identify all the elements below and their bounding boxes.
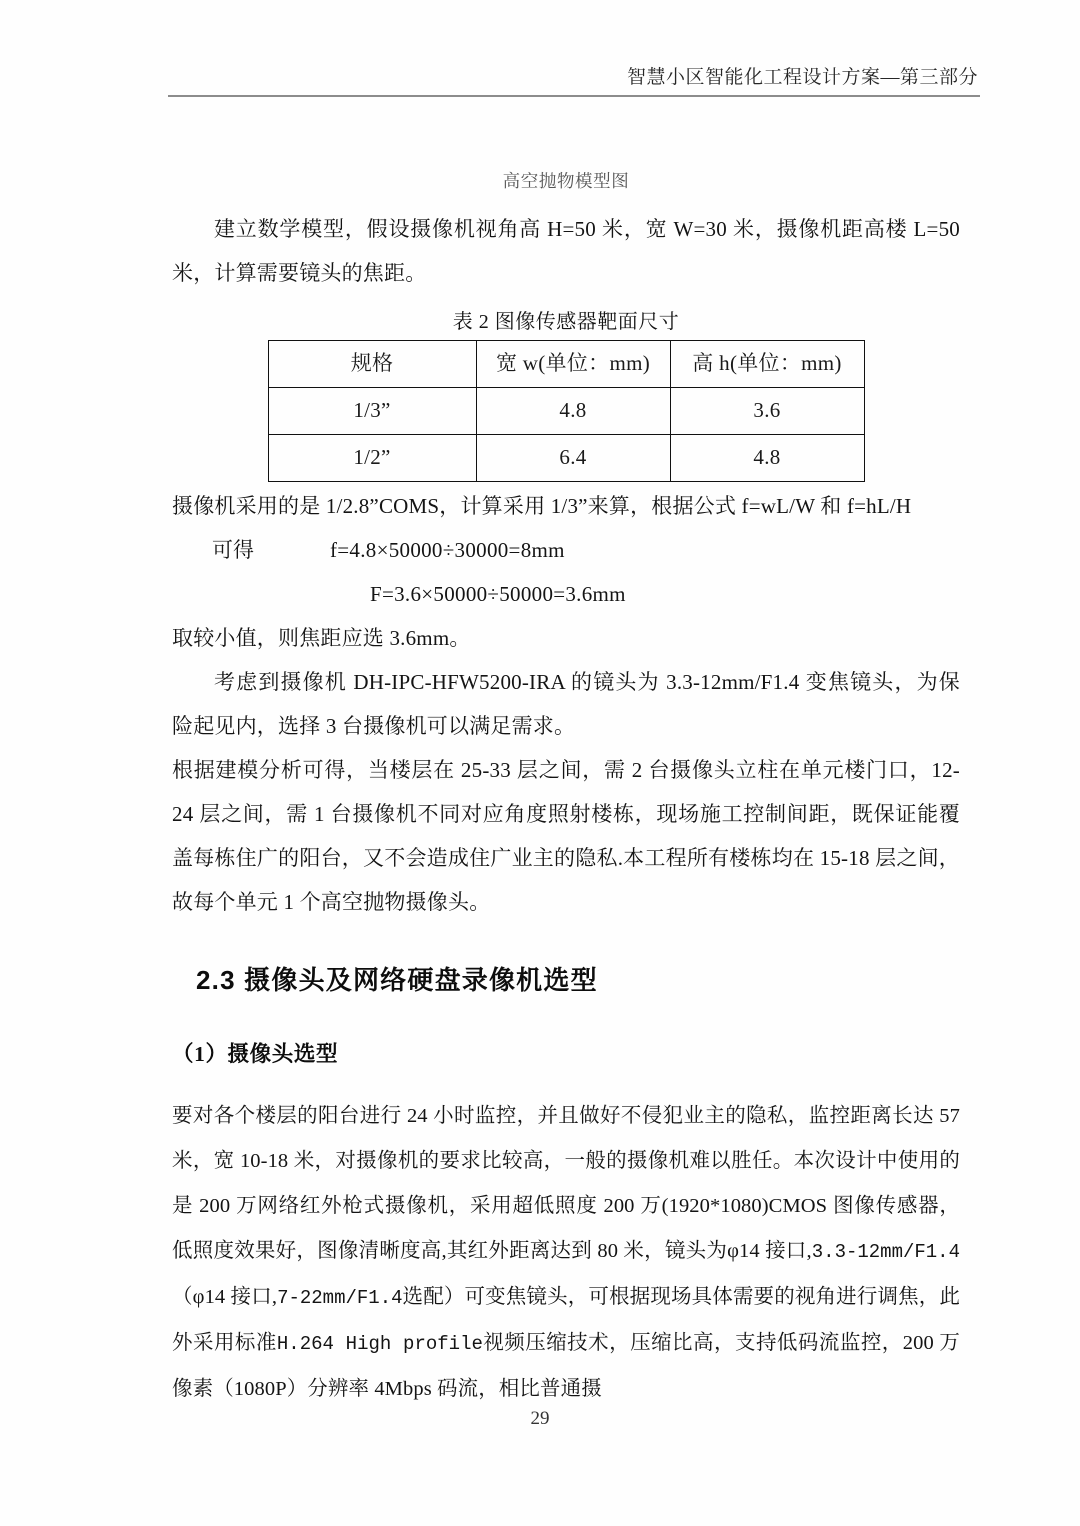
figure-caption: 高空抛物模型图 <box>502 171 630 191</box>
camera-text-part-4: 视频压缩技术，压缩比高，支持低码流监控，200 万像素（1080P）分辨率 4Mbps 码流，相比普通摄 <box>172 1332 961 1400</box>
formula-line-1 <box>172 528 960 572</box>
formula-expression-2: F=3.6×50000÷50000=3.6mm <box>370 582 626 606</box>
table-cell-height: 4.8 <box>670 435 864 482</box>
table-header-row <box>268 341 864 388</box>
formula-lead-label: 可得 <box>212 538 254 562</box>
header-title: 智慧小区智能化工程设计方案—第三部分 <box>626 67 978 88</box>
camera-codec-spec: H.264 High profile <box>276 1333 483 1355</box>
table-cell-spec: 1/3” <box>268 388 476 435</box>
paragraph-model-setup: 建立数学模型，假设摄像机视角高 H=50 米，宽 W=30 米，摄像机距高楼 L=50 米，计算需要镜头的焦距。 <box>172 217 960 285</box>
section-heading-2-3: 2.3 摄像头及网络硬盘录像机选型 <box>196 965 598 995</box>
camera-lens-spec-2: 7-22mm/F1.4 <box>277 1287 403 1309</box>
table-row <box>268 388 864 435</box>
table-cell-width: 6.4 <box>476 435 670 482</box>
camera-text-part-1: 要对各个楼层的阳台进行 24 小时监控，并且做好不侵犯业主的隐私，监控距离长达 57 米，宽 10-18 米，对摄像机的要求比较高，一般的摄像机难以胜任。本次设计中使用的是 200 万网络红外枪式摄像机，采用超低照度 200 万(1920*1080)CMOS 图像传感器，低照度效果好，图像清晰度高,其红外距离达到 80 米，镜头为φ14 接口, <box>172 1105 960 1262</box>
table-row <box>268 435 864 482</box>
page-header <box>168 62 980 97</box>
page-number: 29 <box>530 1408 550 1429</box>
paragraph-modeling-analysis: 根据建模分析可得，当楼层在 25-33 层之间，需 2 台摄像头立柱在单元楼门口，12-24 层之间，需 1 台摄像机不同对应角度照射楼栋，现场施工控制间距，既保证能覆盖每栋住广的阳台，又不会造成住广业主的隐私.本工程所有楼栋均在 15-18 层之间，故每个单元 1 个高空抛物摄像头。 <box>172 758 960 914</box>
table-cell-height: 3.6 <box>670 388 864 435</box>
formula-line-2 <box>172 572 960 616</box>
header-rule <box>168 95 980 97</box>
document-body <box>172 160 960 1412</box>
paragraph-min-value: 取较小值，则焦距应选 3.6mm。 <box>172 626 471 650</box>
paragraph-sensor-note: 摄像机采用的是 1/2.8”COMS，计算采用 1/3”来算，根据公式 f=wL/W 和 f=hL/H <box>172 494 912 518</box>
camera-lens-spec-1: 3.3-12mm/F1.4 <box>811 1241 960 1263</box>
formula-expression-1: f=4.8×50000÷30000=8mm <box>330 538 565 562</box>
table-cell-spec: 1/2” <box>268 435 476 482</box>
sensor-target-size-table <box>268 340 865 482</box>
camera-text-part-3: 选配）可变焦镜头，可根据现场具体需要的视角进行调焦，此外采用标准 <box>172 1286 960 1354</box>
table-header-cell-width: 宽 w(单位：mm) <box>476 341 670 388</box>
paragraph-camera-selection <box>172 1094 960 1412</box>
table-header-cell-height: 高 h(单位：mm) <box>670 341 864 388</box>
subsection-heading-camera-selection: （1）摄像头选型 <box>172 1042 339 1066</box>
paragraph-lens-choice: 考虑到摄像机 DH-IPC-HFW5200-IRA 的镜头为 3.3-12mm/F1.4 变焦镜头，为保险起见内，选择 3 台摄像机可以满足需求。 <box>172 670 960 738</box>
table-header-cell-spec: 规格 <box>268 341 476 388</box>
table-cell-width: 4.8 <box>476 388 670 435</box>
table-caption: 表 2 图像传感器靶面尺寸 <box>452 311 680 333</box>
camera-text-part-2: （φ14 接口, <box>172 1286 278 1308</box>
